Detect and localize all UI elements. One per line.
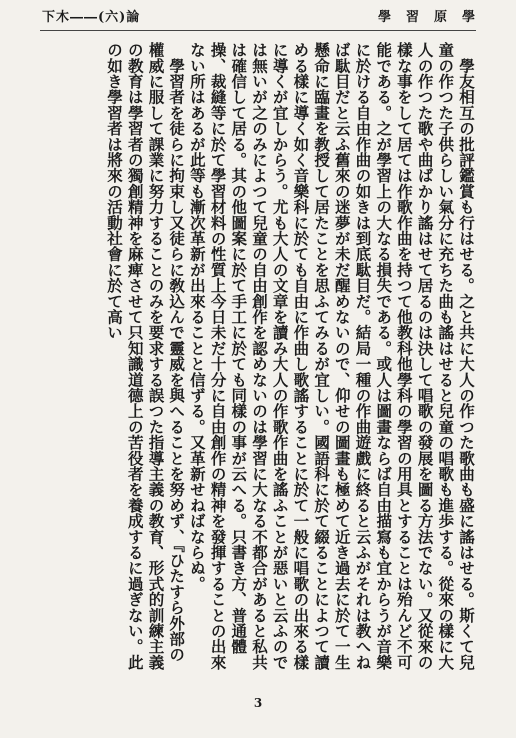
vertical-body-text [40,42,476,670]
page-number: 3 [253,696,263,710]
paragraph-1: 學友相互の批評鑑賞も行はせる。之と共に大人の作つた歌曲も盛に謠はせる。斯くて兒童の作つた子供らしい氣分に充ちた曲も謠はせると兒童の唱歌も進歩する。從來の樣に大人の作つた歌や曲ばかり謠はせて居るのは決して唱歌の發展を圖る方法でない。又從來の樣な事をして居ては作歌作曲を持つて他教科他學科の學習の用具とすることは殆んど不可能である。之が學習上の大なる損失である。或人は圖畫ならば自由描寫も宜からうが音樂に於ける自由作曲の如きは到底駄目だ。結局一種の作曲遊戲に終ると云ふがそれは教へねば駄目だと云ふ舊來の迷夢が未だ醒めないので、仰せの圖畫も極めて近き過去に於て一生懸命に臨畫を教授して居たことを思ふてみるが宜しい。國語科に於て綴ることによつて讀める樣に導く如く音樂科に於ても自由に作曲し歌謠することに於て一般に唱歌の出來る樣に導くが宜しからう。尤も大人の文章を讀み大人の作歌作曲を謠ふことが惡いと云ふのでは無いが之のみによつて兒童の自由創作を認めないのは學習に大なる不都合があると私共は確信して居る。其の他圖案に於て手工に於ても同樣の事が云へる。只書き方、普通體操、裁縫等に於て學習材料の性質上今日未だ十分に自由創作の精神を發揮することの出來ない所はあるが此等も漸次革新が出來ることと信ずる。又革新せねばならぬ。 [187,42,476,670]
running-header [42,6,476,28]
header-book-title: 學 習 原 學 [377,10,476,25]
paragraph-2: 學習者を徒らに拘束し又徒らに敎込んで靈威を與へることを努めず、『ひたすら外部の權威に服して課業に努力することのみを要求する誤つた指導主義の教育、形式的訓練主義の教育は學習者の獨創精神を麻痺させて只知識道德上の苦役者を養成するに過ぎない。此の如き學習者は將來の活動社會に於て高い [105,42,187,670]
header-chapter: 下木――(六)論 [42,10,141,25]
header-rule [40,30,476,31]
